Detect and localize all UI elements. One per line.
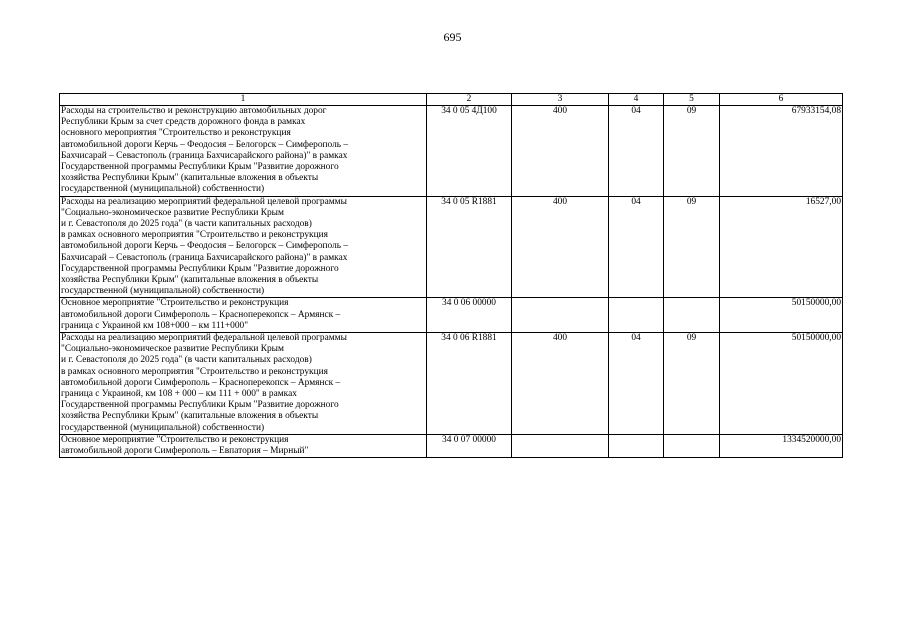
row-amount: 67933154,08 [720,106,843,197]
row-amount: 16527,00 [720,196,843,298]
column-header-2: 2 [427,94,512,106]
row-expense-type: 400 [512,196,609,298]
table-row [60,196,843,298]
row-section: 04 [609,106,664,197]
row-section [609,434,664,457]
row-target-code: 34 0 07 00000 [427,434,512,457]
column-header-1: 1 [60,94,427,106]
row-target-code: 34 0 06 00000 [427,298,512,333]
budget-table [59,93,843,458]
row-amount: 50150000,00 [720,333,843,435]
row-subsection: 09 [664,106,720,197]
row-subsection [664,298,720,333]
row-description: Расходы на строительство и реконструкцию автомобильных дорог Республики Крым за счет средств дорожного фонда в рамках основного мероприятия "Строительство и реконструкция автомобильной дороги Керчь – Феодосия – Белогорск – Симферополь – Бахчисарай – Севастополь (граница Бахчисарайского района)" в рамках Государственной программы Республики Крым "Развитие дорожного хозяйства Республики Крым" (капитальные вложения в объекты государственной (муниципальной) собственности) [60,106,427,197]
row-target-code: 34 0 05 4Д100 [427,106,512,197]
row-description: Расходы на реализацию мероприятий федеральной целевой программы "Социально-экономическое развитие Республики Крым и г. Севастополя до 2025 года" (в части капитальных расходов) в рамках основного мероприятия "Строительство и реконструкция автомобильной дороги Симферополь – Красноперекопск – Армянск – граница с Украиной, км 108 + 000 – км 111 + 000" в рамках Государственной программы Республики Крым "Развитие дорожного хозяйства Республики Крым" (капитальные вложения в объекты государственной (муниципальной) собственности) [60,333,427,435]
table-row [60,106,843,197]
column-header-4: 4 [609,94,664,106]
row-amount: 50150000,00 [720,298,843,333]
table-row [60,298,843,333]
row-expense-type: 400 [512,333,609,435]
row-subsection: 09 [664,196,720,298]
row-expense-type [512,434,609,457]
row-description: Основное мероприятие "Строительство и реконструкция автомобильной дороги Симферополь – Евпатория – Мирный" [60,434,427,457]
row-subsection: 09 [664,333,720,435]
row-description: Расходы на реализацию мероприятий федеральной целевой программы "Социально-экономическое развитие Республики Крым и г. Севастополя до 2025 года" (в части капитальных расходов) в рамках основного мероприятия "Строительство и реконструкция автомобильной дороги Керчь – Феодосия – Белогорск – Симферополь – Бахчисарай – Севастополь (граница Бахчисарайского района)" в рамках Государственной программы Республики Крым "Развитие дорожного хозяйства Республики Крым" (капитальные вложения в объекты государственной (муниципальной) собственности) [60,196,427,298]
row-target-code: 34 0 05 R1881 [427,196,512,298]
row-amount: 1334520000,00 [720,434,843,457]
row-subsection [664,434,720,457]
table-row [60,333,843,435]
row-section [609,298,664,333]
table-row [60,434,843,457]
column-header-5: 5 [664,94,720,106]
row-target-code: 34 0 06 R1881 [427,333,512,435]
row-section: 04 [609,333,664,435]
page-number: 695 [443,30,462,44]
table-header-row [60,94,843,106]
row-expense-type: 400 [512,106,609,197]
row-section: 04 [609,196,664,298]
column-header-6: 6 [720,94,843,106]
row-expense-type [512,298,609,333]
row-description: Основное мероприятие "Строительство и реконструкция автомобильной дороги Симферополь – Красноперекопск – Армянск – граница с Украиной км 108+000 – км 111+000" [60,298,427,333]
column-header-3: 3 [512,94,609,106]
